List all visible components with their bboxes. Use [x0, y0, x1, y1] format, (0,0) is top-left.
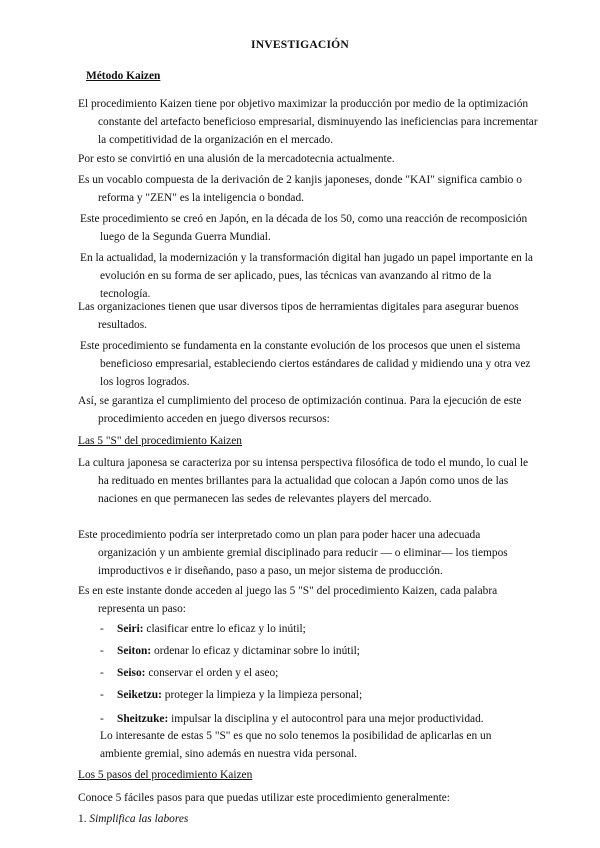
term-seiso: Seiso:	[117, 667, 146, 679]
desc-seiketzu: proteger la limpieza y la limpieza personal;	[161, 689, 363, 701]
desc-seiton: ordenar lo eficaz y dictaminar sobre lo inútil;	[151, 645, 360, 657]
term-seiri: Seiri:	[117, 623, 144, 635]
term-seiton: Seiton:	[117, 645, 152, 657]
heading-5s: Las 5 "S" del procedimiento Kaizen	[78, 435, 242, 447]
paragraph-actualidad: En la actualidad, la modernización y la transformación digital han jugado un papel importante en la evolución en su forma de ser aplicado, pues, las técnicas van avanzando al ritmo de la tecnología.	[80, 252, 533, 300]
desc-seiri: clasificar entre lo eficaz y lo inútil;	[143, 623, 306, 635]
list-dash: -	[100, 713, 104, 725]
paragraph-interpretacion: Este procedimiento podría ser interpretado como un plan para poder hacer una adecuada organización y un ambiente gremial disciplinado para reducir — o eliminar— los tiempos improductivos e ir diseñando, paso a paso, un mejor sistema de producción.	[78, 529, 508, 577]
paragraph-alusion: Por esto se convirtió en una alusión de la mercadotecnia actualmente.	[78, 153, 395, 165]
list-item-seiri	[100, 620, 520, 638]
heading-5-pasos: Los 5 pasos del procedimiento Kaizen	[78, 769, 253, 781]
paragraph-origen: Este procedimiento se creó en Japón, en la década de los 50, como una reacción de recomposición luego de la Segunda Guerra Mundial.	[80, 213, 528, 243]
desc-sheitzuke: impulsar la disciplina y el autocontrol para una mejor productividad.	[168, 713, 484, 725]
paragraph-cultura: La cultura japonesa se caracteriza por su intensa perspectiva filosófica de todo el mundo, lo cual le ha redituado en mentes brillantes para la actualidad que colocan a Japón como unos de las naciones en que permanecen las sedes de relevantes players del mercado.	[78, 457, 529, 505]
list-item-sheitzuke	[100, 710, 540, 728]
paragraph-herramientas: Las organizaciones tienen que usar diversos tipos de herramientas digitales para asegurar buenos resultados.	[78, 301, 519, 331]
paragraph-vocablo: Es un vocablo compuesta de la derivación de 2 kanjis japoneses, donde "KAI" significa cambio o reforma y "ZEN" es la inteligencia o bondad.	[78, 174, 522, 204]
list-dash: -	[100, 645, 104, 657]
paragraph-fundamento: Este procedimiento se fundamenta en la constante evolución de los procesos que unen el sistema beneficioso empresarial, estableciendo ciertos estándares de calidad y midiendo una y otra vez los logros logrados.	[80, 340, 531, 388]
list-item-seiketzu	[100, 686, 520, 704]
desc-seiso: conservar el orden y el aseo;	[145, 667, 279, 679]
step-1-text: Simplifica las labores	[89, 813, 189, 825]
paragraph-5s-intro: Es en este instante donde acceden al juego las 5 "S" del procedimiento Kaizen, cada palabra representa un paso:	[78, 585, 498, 615]
term-seiketzu: Seiketzu:	[117, 689, 162, 701]
paragraph-objetivo: El procedimiento Kaizen tiene por objetivo maximizar la producción por medio de la optimización constante del artefacto beneficioso empresarial, disminuyendo las ineficiencias para incrementar la competitividad de la organización en el mercado.	[78, 98, 538, 146]
paragraph-interesante: Lo interesante de estas 5 "S" es que no solo tenemos la posibilidad de aplicarlas en un ambiente gremial, sino además en nuestra vida personal.	[100, 730, 492, 760]
list-dash: -	[100, 689, 104, 701]
list-item-seiso	[100, 664, 520, 682]
paragraph-cumplimiento: Así, se garantiza el cumplimiento del proceso de optimización continua. Para la ejecución de este procedimiento acceden en juego diversos recursos:	[78, 395, 522, 425]
list-dash: -	[100, 667, 104, 679]
heading-metodo-kaizen: Método Kaizen	[86, 70, 161, 82]
step-1	[78, 810, 188, 828]
paragraph-conoce: Conoce 5 fáciles pasos para que puedas utilizar este procedimiento generalmente:	[78, 792, 450, 804]
list-item-seiton	[100, 642, 520, 660]
document-title: INVESTIGACIÓN	[251, 38, 349, 51]
step-1-number: 1.	[78, 813, 87, 825]
list-dash: -	[100, 623, 104, 635]
term-sheitzuke: Sheitzuke:	[117, 713, 169, 725]
